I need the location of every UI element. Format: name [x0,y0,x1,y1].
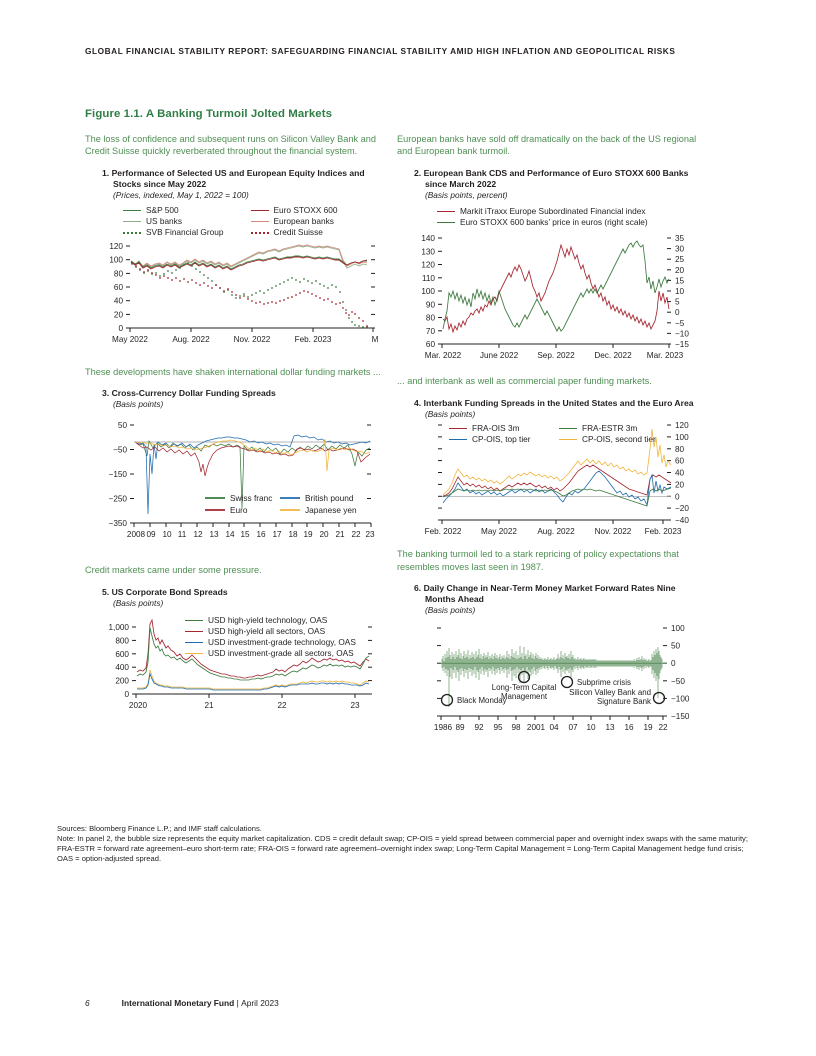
panel-3-title [102,388,385,399]
panel-4 [397,398,705,539]
annot-black-monday: Black Monday [457,696,507,706]
panel-1-head [102,168,385,201]
legend-swatch-creditsuisse [251,232,269,234]
panel-6-number: 6. [414,583,422,594]
panel-5-title [102,587,385,598]
panel-1-title [102,168,385,190]
panel-5-chart [85,614,385,714]
svg-text:−50: −50 [671,677,685,687]
svg-text:200: 200 [115,676,129,686]
legend-label: USD investment-grade all sectors, OAS [208,648,354,658]
panel-5-head [102,587,385,609]
svg-text:15: 15 [675,276,685,286]
note-line: Note: In panel 2, the bubble size represents the equity market capitalization. CDS = credit default swap; CP-OIS = yield spread between commercial paper and overnight index swaps with the same maturity; FRA-ESTR = forward rate agreement–euro short-term rate; FRA-OIS = forward rate agreement–overnight index swap; Long-Term Capital Management = Long-Term Capital Management hedge fund crisis; OAS = option-adjusted spread. [57,833,748,863]
legend-swatch-usbanks [123,221,141,222]
legend-item [437,217,702,228]
panel-2 [397,168,705,368]
svg-text:0: 0 [671,659,676,669]
svg-text:16: 16 [256,530,266,540]
svg-text:98: 98 [511,723,521,733]
svg-text:50: 50 [117,421,127,431]
svg-text:Japanese yen: Japanese yen [305,505,357,516]
svg-text:British pound: British pound [305,493,354,504]
svg-text:10: 10 [162,530,172,540]
panel-5-title-text: US Corporate Bond Spreads [111,586,228,597]
svg-text:400: 400 [115,663,129,673]
svg-text:−250: −250 [108,494,127,504]
panel-2-title-text: European Bank CDS and Performance of Euro STOXX 600 Banks since March 2022 [423,167,689,190]
legend-item [251,216,379,227]
svg-text:−150: −150 [108,470,127,480]
svg-text:May 2022: May 2022 [112,334,148,344]
annot-svb-2: Signature Bank [597,697,651,707]
svg-text:−100: −100 [671,694,690,704]
svg-text:19: 19 [643,723,653,733]
svg-text:70: 70 [425,327,435,337]
svg-text:19: 19 [303,530,313,540]
legend-label: SVB Financial Group [146,227,224,238]
svg-text:22: 22 [658,723,668,733]
svg-text:40: 40 [675,468,685,478]
panel-4-head [414,398,705,420]
svg-text:June 2022: June 2022 [479,351,519,361]
svg-text:30: 30 [675,245,685,255]
page-footer [85,998,279,1008]
bubble-black-monday [442,695,453,706]
svg-text:25: 25 [675,255,685,265]
legend-label: CP-OIS, top tier [472,434,531,445]
svg-text:Swiss franc: Swiss franc [230,493,273,504]
footer-separator: | [236,998,239,1008]
panel-3 [85,388,385,554]
svg-text:Mar. 2022: Mar. 2022 [424,351,462,361]
panel-1-subtitle: (Prices, indexed, May 1, 2022 = 100) [113,190,249,201]
legend-item [437,206,702,217]
panel-1-legend [123,205,378,238]
lead-in-right-1: European banks have sold off dramatically on the back of the US regional and European bank turmoil. [397,134,697,157]
svg-text:100: 100 [109,255,123,265]
lead-in-right-2: ... and interbank as well as commercial paper funding markets. [397,376,652,387]
panel-2-legend [437,206,702,228]
panel-6 [397,583,705,749]
panel-3-plot [85,414,385,554]
panel-3-number: 3. [102,387,110,398]
svg-text:100: 100 [671,624,685,634]
svg-text:80: 80 [113,268,123,278]
svg-text:20: 20 [113,309,123,319]
svg-text:60: 60 [113,282,123,292]
footer-org: International Monetary Fund [121,998,235,1008]
svg-text:80: 80 [675,445,685,455]
panel-2-head [414,168,705,201]
legend-item [123,227,251,238]
svg-text:92: 92 [474,723,484,733]
svg-text:Feb. 2023: Feb. 2023 [294,334,332,344]
svg-text:95: 95 [493,723,503,733]
svg-text:21: 21 [204,701,214,711]
svg-text:−15: −15 [675,340,689,350]
svg-text:−40: −40 [675,516,689,526]
legend-label: CP-OIS, second tier [582,434,656,445]
svg-text:35: 35 [675,234,685,244]
lead-in-left-2: These developments have shaken international dollar funding markets ... [85,366,381,377]
panel-4-number: 4. [414,397,422,408]
svg-text:Dec. 2022: Dec. 2022 [594,351,632,361]
panel-3-inner-legend [205,493,357,515]
svg-text:Feb. 2022: Feb. 2022 [424,527,462,537]
panel-2-chart [397,231,705,367]
legend-swatch-eurostoxx [251,210,269,211]
legend-label: Credit Suisse [273,227,323,238]
panel-4-title-text: Interbank Funding Spreads in the United States and the Euro Area [423,397,694,408]
legend-swatch-eubanks [251,221,269,222]
legend-label: USD investment-grade technology, OAS [208,636,356,647]
panel-3-subtitle: (Basis points) [113,399,164,410]
legend-label: FRA-ESTR 3m [582,423,638,434]
svg-text:5: 5 [675,298,680,308]
svg-text:16: 16 [624,723,634,733]
legend-label: Markit iTraxx Europe Subordinated Financial index [460,206,646,217]
svg-text:0: 0 [124,690,129,700]
svg-text:Aug. 2022: Aug. 2022 [172,334,210,344]
panel-3-head [102,388,385,410]
svg-text:2001: 2001 [526,723,546,733]
right-column [397,133,705,751]
svg-text:50: 50 [671,642,681,652]
panel-6-plot [397,621,705,749]
svg-text:Euro: Euro [230,505,248,516]
svg-text:13: 13 [605,723,615,733]
svg-text:14: 14 [225,530,235,540]
svg-text:−350: −350 [108,519,127,529]
legend-label: US banks [146,216,182,227]
lead-in-left-3: Credit markets came under some pressure. [85,565,262,576]
svg-text:Aug. 2022: Aug. 2022 [537,527,575,537]
svg-text:600: 600 [115,649,129,659]
legend-swatch-sp500 [123,210,141,211]
svg-text:0: 0 [118,323,123,333]
legend-label: FRA-OIS 3m [472,423,520,434]
panel-4-plot [397,419,705,539]
left-column [85,133,385,716]
annot-svb-1: Silicon Valley Bank and [569,688,651,698]
svg-text:60: 60 [675,456,685,466]
legend-label: S&P 500 [146,205,179,216]
svg-text:1,000: 1,000 [108,623,129,633]
legend-swatch-itraxx [437,211,455,212]
panel-4-subtitle: (Basis points) [425,409,476,420]
svg-text:89: 89 [455,723,465,733]
sources-line: Sources: Bloomberg Finance L.P.; and IMF staff calculations. [57,824,262,833]
panel-4-title [414,398,705,409]
annot-subprime: Subprime crisis [577,678,631,688]
svg-text:Mar. 2023: Mar. 2023 [646,351,684,361]
panel-3-chart [85,414,385,554]
annot-ltcm-2: Management [500,692,548,702]
svg-text:23: 23 [365,530,375,540]
figure-title: Figure 1.1. A Banking Turmoil Jolted Markets [85,108,333,120]
svg-text:20: 20 [675,480,685,490]
bubble-subprime [562,677,573,688]
svg-text:100: 100 [421,287,435,297]
panel-1-number: 1. [102,167,110,178]
panel-1-chart [85,240,385,358]
svg-text:Sep. 2022: Sep. 2022 [537,351,575,361]
legend-label: European banks [273,216,334,227]
svg-text:1986: 1986 [433,723,453,733]
svg-text:120: 120 [109,241,123,251]
panel-6-annotations [442,672,665,707]
svg-text:140: 140 [421,234,435,244]
svg-text:09: 09 [146,530,156,540]
legend-label: USD high-yield technology, OAS [208,614,328,625]
svg-text:110: 110 [421,274,435,284]
svg-text:M: M [371,334,379,344]
panel-1 [85,168,385,358]
svg-text:40: 40 [113,296,123,306]
panel-5-subtitle: (Basis points) [113,597,164,608]
svg-text:Feb. 2023: Feb. 2023 [644,527,682,537]
svg-text:20: 20 [675,266,685,276]
panel-4-chart [397,419,705,539]
svg-text:−20: −20 [675,504,689,514]
svg-text:15: 15 [240,530,250,540]
svg-text:10: 10 [675,287,685,297]
panel-2-title [414,168,705,190]
svg-text:22: 22 [351,530,361,540]
svg-text:12: 12 [193,530,203,540]
svg-text:23: 23 [350,701,360,711]
svg-text:80: 80 [425,313,435,323]
legend-swatch-stoxx-banks [437,222,455,223]
svg-text:2020: 2020 [128,701,148,711]
svg-text:90: 90 [425,300,435,310]
lead-in-left-1: The loss of confidence and subsequent runs on Silicon Valley Bank and Credit Suisse quickly reverberated throughout the financial system. [85,134,376,157]
svg-text:Nov. 2022: Nov. 2022 [233,334,271,344]
legend-item [123,205,251,216]
page-number: 6 [85,998,90,1008]
svg-text:10: 10 [586,723,596,733]
panel-2-plot [397,231,705,367]
lead-in-right-3: The banking turmoil led to a stark repricing of policy expectations that resembles moves last seen in 1987. [397,549,679,572]
panel-6-chart [397,621,705,749]
panel-5-number: 5. [102,586,110,597]
svg-text:May 2022: May 2022 [481,527,517,537]
svg-text:18: 18 [288,530,298,540]
panel-3-title-text: Cross-Currency Dollar Funding Spreads [111,387,276,398]
svg-text:0: 0 [675,492,680,502]
legend-item [123,216,251,227]
panel-5 [85,587,385,715]
bubble-svb [654,693,665,704]
svg-text:130: 130 [421,247,435,257]
footer-issue: April 2023 [241,998,279,1008]
svg-text:11: 11 [177,530,187,540]
panel-1-title-text: Performance of Selected US and European Equity Indices and Stocks since May 2022 [111,167,365,190]
svg-text:13: 13 [209,530,219,540]
panel-6-head [414,583,705,616]
panel-1-plot [85,240,385,358]
panel-6-title-text: Daily Change in Near-Term Money Market Forward Rates Nine Months Ahead [423,583,676,605]
svg-text:120: 120 [421,260,435,270]
svg-text:21: 21 [335,530,345,540]
panel-2-subtitle: (Basis points, percent) [425,190,508,201]
legend-item [251,227,379,238]
panel-2-number: 2. [414,167,422,178]
figure-notes [57,824,757,864]
svg-text:17: 17 [272,530,282,540]
svg-text:04: 04 [549,723,559,733]
legend-item [251,205,379,216]
svg-text:20: 20 [319,530,329,540]
svg-text:0: 0 [675,308,680,318]
svg-text:800: 800 [115,636,129,646]
svg-text:−10: −10 [675,329,689,339]
legend-label: USD high-yield all sectors, OAS [208,625,326,636]
svg-text:22: 22 [277,701,287,711]
svg-text:−50: −50 [113,445,127,455]
legend-label: Euro STOXX 600 banks’ price in euros (right scale) [460,217,648,228]
svg-text:120: 120 [675,421,689,431]
svg-text:60: 60 [425,340,435,350]
svg-text:Nov. 2022: Nov. 2022 [594,527,632,537]
panel-6-subtitle: (Basis points) [425,605,476,616]
annot-ltcm-1: Long-Term Capital [491,683,557,693]
panel-6-title [414,583,705,605]
svg-text:−150: −150 [671,712,690,722]
svg-text:100: 100 [675,433,689,443]
legend-swatch-svb [123,232,141,234]
svg-text:2008: 2008 [126,530,146,540]
svg-text:07: 07 [568,723,578,733]
legend-label: Euro STOXX 600 [273,205,338,216]
panel-5-plot [85,614,385,714]
svg-text:−5: −5 [675,319,685,329]
running-head: GLOBAL FINANCIAL STABILITY REPORT: SAFEGUARDING FINANCIAL STABILITY AMID HIGH INFLATION AND GEOPOLITICAL RISKS [85,46,676,56]
